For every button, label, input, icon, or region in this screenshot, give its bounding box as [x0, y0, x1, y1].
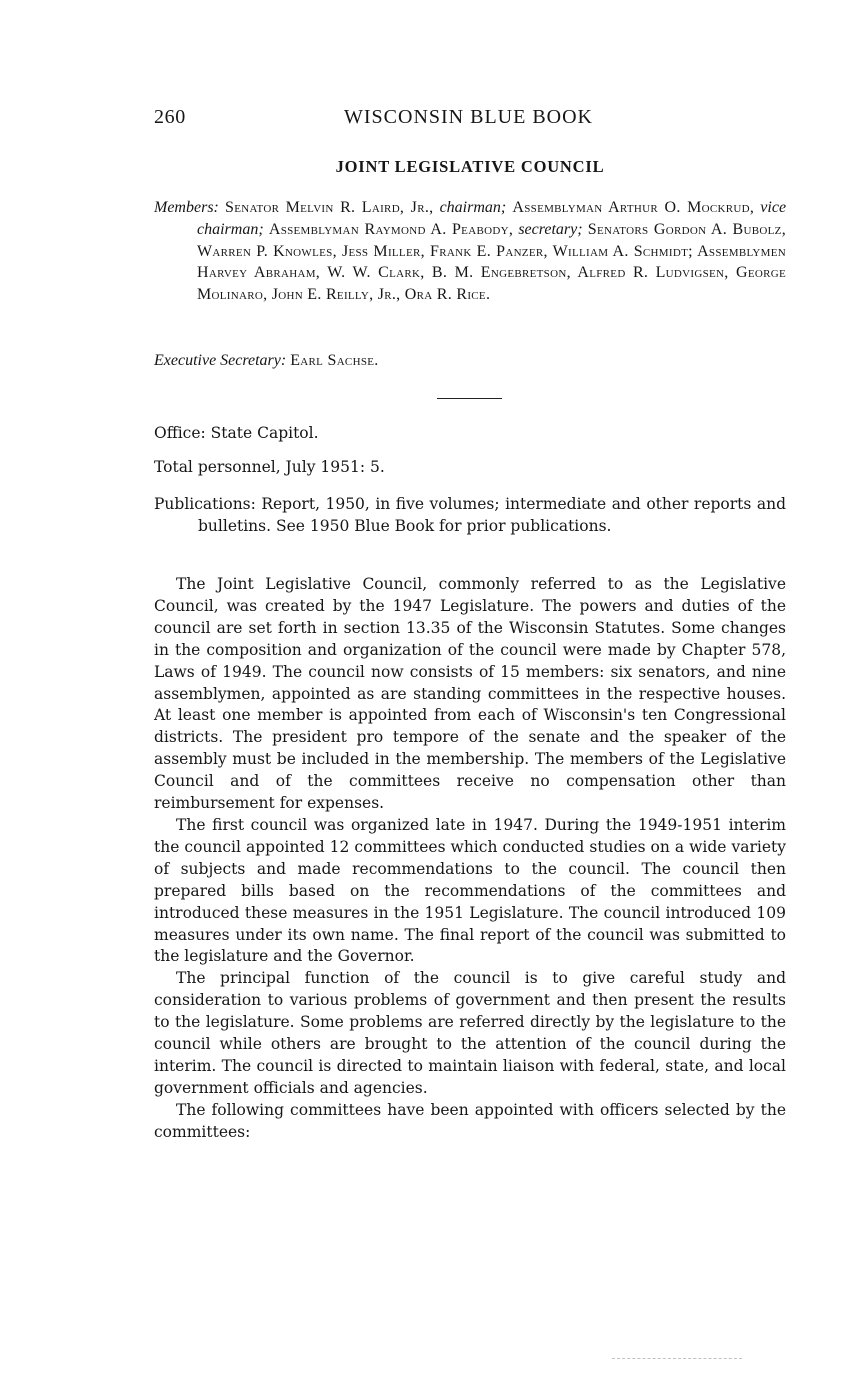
members-label: Members:: [154, 199, 219, 216]
executive-secretary-name: Earl Sachse.: [290, 352, 379, 369]
section-title: JOINT LEGISLATIVE COUNCIL: [335, 157, 605, 176]
paragraph: The following committees have been appointed with officers selected by the committees:: [154, 1100, 786, 1141]
paragraph: The Joint Legislative Council, commonly referred to as the Legislative Council, was created by the 1947 Legislature. The powers and duties of the council are set forth in section 13.35 of the Wisconsin Statutes. Some changes in the composition and organization of the council were made by Chapter 578, Laws of 1949. The council now consists of 15 members: six senators, and nine assemblymen, appointed as are standing committees in the respective houses. At least one member is appointed from each of Wisconsin's ten Congressional districts. The president pro tempore of the senate and the speaker of the assembly must be included in the membership. The members of the Legislative Council and of the committees receive no compensation other than reimbursement for expenses.: [154, 575, 786, 813]
scan-artifact: [612, 1358, 742, 1361]
secretary-name: Assemblyman Raymond A. Peabody,: [268, 220, 514, 238]
members-list: [154, 197, 786, 306]
chairman-name: Senator Melvin R. Laird, Jr.,: [225, 199, 434, 216]
secretary-role: secretary;: [518, 220, 583, 238]
personnel-line: Total personnel, July 1951: 5.: [154, 458, 385, 476]
vice-chairman-role: vice chairman;: [197, 199, 787, 238]
vice-chairman-name: Assemblyman Arthur O. Mockrud,: [512, 199, 755, 216]
other-members: Senators Gordon A. Bubolz, Warren P. Knowles, Jess Miller, Frank E. Panzer, William A. Schmidt; Assemblymen Harvey Abraham, W. W. Clark, B. M. Engebretson, Alfred R. Ludvigsen, George Molinaro, John E. Reilly, Jr., Ora R. Rice.: [197, 220, 786, 304]
running-title: WISCONSIN BLUE BOOK: [344, 106, 593, 128]
section-divider: [437, 398, 502, 399]
executive-secretary-label: Executive Secretary:: [154, 352, 287, 369]
publications-line: Publications: Report, 1950, in five volumes; intermediate and other reports and bulletins. See 1950 Blue Book for prior publications.: [154, 495, 786, 535]
page-header: [154, 106, 786, 132]
office-line: Office: State Capitol.: [154, 424, 319, 442]
body-text: [154, 574, 786, 1144]
chairman-role: chairman;: [439, 199, 507, 216]
page-number: 260: [154, 106, 186, 128]
paragraph: The first council was organized late in 1947. During the 1949-1951 interim the council appointed 12 committees which conducted studies on a wide variety of subjects and made recommendations to the council. The council then prepared bills based on the recommendations of the committees and introduced these measures in the 1951 Legislature. The council introduced 109 measures under its own name. The final report of the council was submitted to the legislature and the Governor.: [154, 815, 786, 966]
executive-secretary: [154, 350, 786, 372]
paragraph: The principal function of the council is to give careful study and consideration to various problems of government and then present the results to the legislature. Some problems are referred directly by the legislature to the council while others are brought to the attention of the council during the interim. The council is directed to maintain liaison with federal, state, and local government officials and agencies.: [154, 969, 786, 1097]
